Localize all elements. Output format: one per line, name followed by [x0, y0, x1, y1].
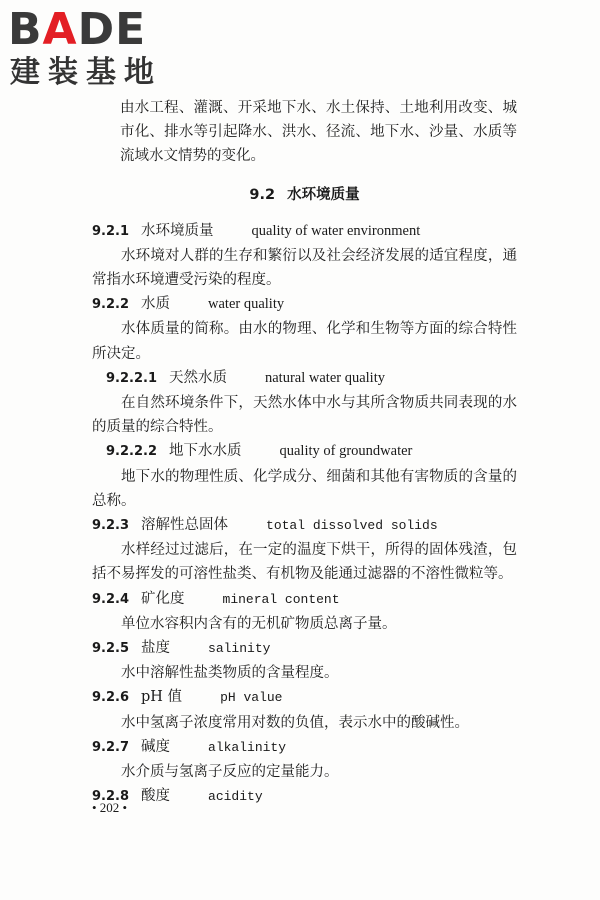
- term-chinese: 地下水水质: [169, 443, 242, 460]
- term-chinese: pH 值: [141, 689, 183, 706]
- term-number: 9.2.7: [92, 739, 130, 755]
- term-number: 9.2.1: [92, 223, 130, 239]
- logo-wordmark: BADE: [8, 4, 147, 55]
- term-number: 9.2.6: [92, 690, 130, 706]
- term-chinese: 矿化度: [141, 590, 185, 607]
- term-english: quality of groundwater: [279, 443, 413, 460]
- section-heading: [92, 183, 517, 207]
- term-heading: [92, 735, 517, 760]
- document-body: [92, 96, 517, 809]
- term-english: mineral content: [222, 591, 340, 607]
- page-number: • 202 •: [92, 800, 128, 815]
- term-chinese: 酸度: [141, 788, 171, 805]
- term-number: 9.2.8: [92, 789, 130, 805]
- logo-subtitle: 建装基地: [10, 55, 162, 90]
- term-english: total dissolved solids: [266, 518, 438, 534]
- term-definition: 地下水的物理性质、化学成分、细菌和其他有害物质的含量的总称。: [92, 468, 517, 509]
- term-definition: 水中氢离子浓度常用对数的负值，表示水中的酸碱性。: [121, 714, 469, 731]
- term-heading: [92, 366, 517, 391]
- term-heading: [92, 219, 517, 244]
- term-definition: 水样经过过滤后，在一定的温度下烘干，所得的固体残渣，包括不易挥发的可溶性盐类、有机物及能通过滤器的不溶性微粒等。: [92, 542, 517, 583]
- term-definition: 水中溶解性盐类物质的含量程度。: [121, 665, 339, 682]
- section-number: 9.2: [249, 186, 276, 203]
- term-definition: 水体质量的简称。由水的物理、化学和生物等方面的综合特性所决定。: [92, 321, 517, 362]
- term-chinese: 天然水质: [169, 369, 227, 386]
- term-heading: [92, 685, 517, 710]
- term-english: alkalinity: [208, 739, 287, 755]
- term-number: 9.2.5: [92, 641, 130, 657]
- term-definition: 水环境对人群的生存和繁衍以及社会经济发展的适宜程度，通常指水环境遭受污染的程度。: [92, 247, 517, 289]
- term-english: water quality: [208, 296, 285, 313]
- term-heading: [92, 292, 517, 317]
- term-heading: [92, 513, 517, 538]
- intro-paragraph: 由水工程、灌溉、开采地下水、水土保持、土地利用改变、城市化、排水等引起降水、洪水、径流、地下水、沙量、水质等流域水文情势的变化。: [120, 100, 517, 165]
- term-number: 9.2.3: [92, 518, 130, 534]
- term-number: 9.2.4: [92, 591, 130, 607]
- term-chinese: 盐度: [141, 640, 171, 657]
- term-english: acidity: [208, 789, 263, 805]
- term-definition: 水介质与氢离子反应的定量能力。: [121, 764, 339, 781]
- term-chinese: 水环境质量: [141, 222, 214, 239]
- term-definition: 单位水容积内含有的无机矿物质总离子量。: [121, 615, 397, 632]
- term-number: 9.2.2.1: [106, 370, 157, 386]
- term-english: pH value: [220, 690, 283, 706]
- term-english: salinity: [208, 641, 271, 657]
- term-heading: [92, 439, 517, 464]
- bade-logo: [8, 4, 178, 96]
- term-chinese: 溶解性总固体: [141, 517, 229, 534]
- term-number: 9.2.2: [92, 297, 130, 313]
- term-chinese: 水质: [141, 296, 171, 313]
- term-heading: [92, 784, 517, 809]
- term-chinese: 碱度: [141, 738, 171, 755]
- term-definition: 在自然环境条件下，天然水体中水与其所含物质共同表现的水的质量的综合特性。: [92, 395, 517, 436]
- term-heading: [92, 587, 517, 612]
- section-title: 水环境质量: [287, 186, 360, 203]
- term-heading: [92, 636, 517, 661]
- term-number: 9.2.2.2: [106, 444, 157, 460]
- term-english: quality of water environment: [251, 222, 421, 239]
- term-english: natural water quality: [265, 369, 385, 386]
